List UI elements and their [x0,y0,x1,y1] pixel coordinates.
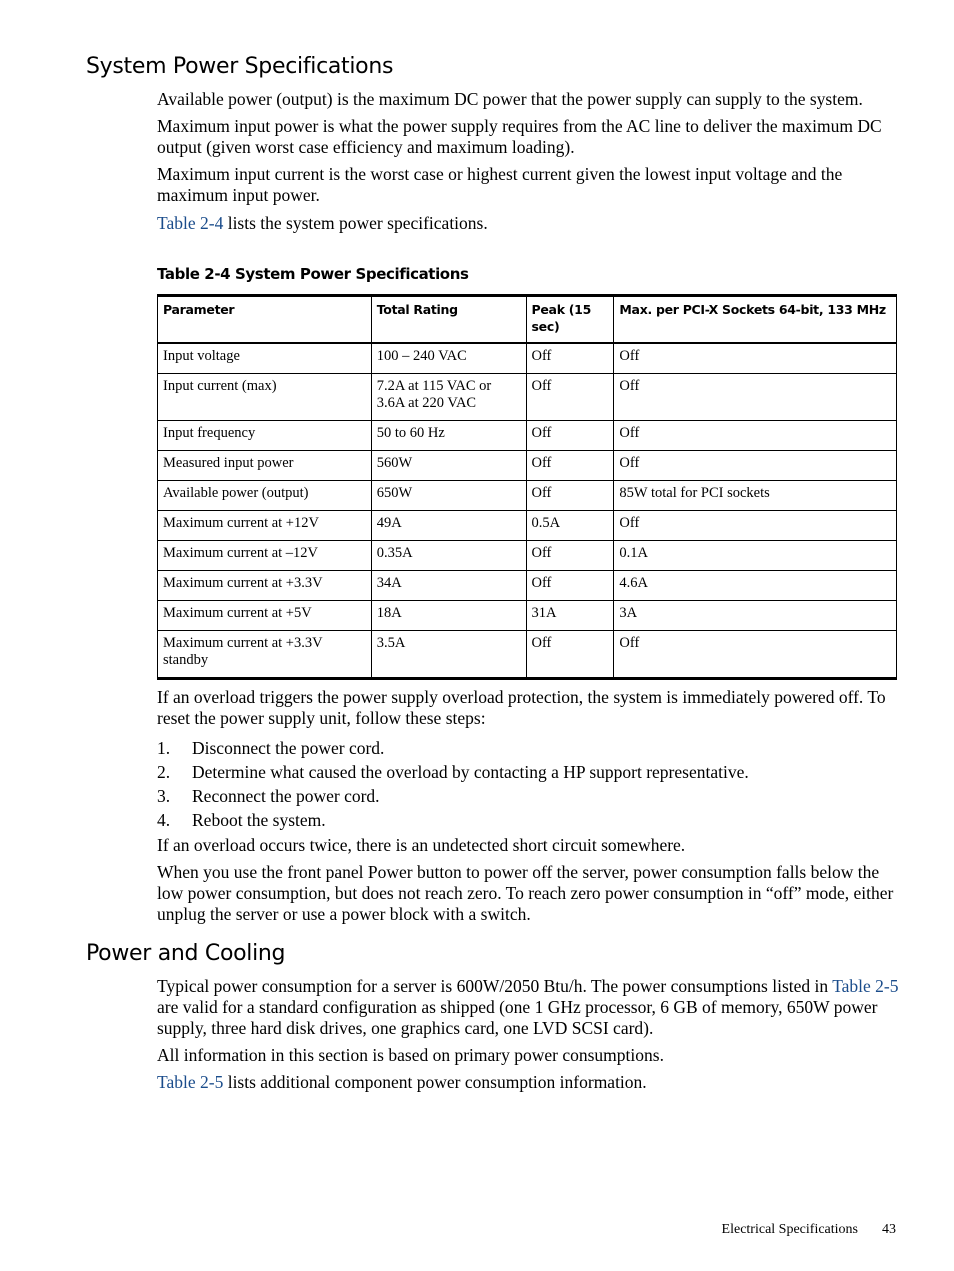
table-cell: 34A [371,571,526,601]
table-cell: Off [526,541,614,571]
table-cell: 31A [526,601,614,631]
header-total-rating: Total Rating [371,296,526,344]
table-cell: 0.35A [371,541,526,571]
list-item [157,736,749,760]
table-cell: Off [526,343,614,374]
list-item [157,784,749,808]
table-cell: Off [526,571,614,601]
page-number: 43 [882,1222,896,1237]
paragraph-overload-intro: If an overload triggers the power supply overload protection, the system is immediately powered off. To reset the power supply unit, follow these steps: [157,687,886,728]
step-number: 3. [157,786,171,806]
table-cell: Maximum current at –12V [158,541,372,571]
table-cell: Off [526,421,614,451]
table-cell: 49A [371,511,526,541]
table-2-5-link[interactable]: Table 2-5 [832,976,899,996]
table-row [158,421,897,451]
paragraph-primary-consumption: All information in this section is based on primary power consumptions. [157,1045,664,1065]
step-number: 1. [157,738,171,758]
table-cell: Off [614,343,897,374]
table-cell: Off [526,631,614,679]
table-cell: 3.5A [371,631,526,679]
table-ref-text: lists the system power specifications. [223,213,488,233]
table-cell: 0.5A [526,511,614,541]
reset-steps-list [157,736,749,832]
table-cell: Off [614,511,897,541]
table-cell: Measured input power [158,451,372,481]
list-item [157,760,749,784]
table-row [158,601,897,631]
paragraph-available-power: Available power (output) is the maximum DC power that the power supply can supply to the system. [157,89,863,109]
table-cell: Available power (output) [158,481,372,511]
table-cell: 7.2A at 115 VAC or 3.6A at 220 VAC [371,374,526,421]
table-cell: Off [614,421,897,451]
table-cell: 50 to 60 Hz [371,421,526,451]
table-ref-text: lists additional component power consumption information. [223,1072,647,1092]
power-spec-table [157,294,897,680]
table-cell: Off [614,374,897,421]
table-cell: Off [526,374,614,421]
table-cell: Maximum current at +5V [158,601,372,631]
table-row [158,541,897,571]
table-row [158,451,897,481]
footer-section-title: Electrical Specifications [721,1222,858,1237]
table-2-5-link[interactable]: Table 2-5 [157,1072,224,1092]
table-cell: Off [614,451,897,481]
table-cell: Maximum current at +3.3V standby [158,631,372,679]
paragraph-front-panel: When you use the front panel Power button to power off the server, power consumption falls below the low power consumption, but does not reach zero. To reach zero power consumption in “off” mode, either unplug the server or use a power block with a switch. [157,862,894,924]
step-text: Reboot the system. [192,810,326,830]
table-cell: Input voltage [158,343,372,374]
header-max-pci: Max. per PCI-X Sockets 64-bit, 133 MHz [614,296,897,344]
table-cell: 18A [371,601,526,631]
paragraph-overload-twice: If an overload occurs twice, there is an undetected short circuit somewhere. [157,835,686,855]
table-row [158,374,897,421]
table-cell: 100 – 240 VAC [371,343,526,374]
overload-intro [157,687,899,729]
table-cell: Off [526,481,614,511]
text-span: Typical power consumption for a server is 600W/2050 Btu/h. The power consumptions listed in [157,976,833,996]
header-parameter: Parameter [158,296,372,344]
paragraph-typical-consumption [157,976,899,1039]
paragraph-table-2-5-ref [157,1072,899,1093]
table-cell: 560W [371,451,526,481]
overload-notes [157,835,899,925]
table-row [158,631,897,679]
table-cell: Maximum current at +12V [158,511,372,541]
table-row [158,511,897,541]
power-cooling-body [157,976,899,1093]
step-number: 4. [157,810,171,830]
table-caption: Table 2-4 System Power Specifications [157,265,469,283]
page-footer [722,1222,896,1238]
paragraph-max-input-power: Maximum input power is what the power supply requires from the AC line to deliver the maximum DC output (given worst case efficiency and maximum loading). [157,116,882,157]
header-peak: Peak (15 sec) [526,296,614,344]
paragraph-max-input-current: Maximum input current is the worst case or highest current given the lowest input voltage and the maximum input power. [157,164,843,205]
table-cell: 650W [371,481,526,511]
table-cell: Off [614,631,897,679]
table-row [158,343,897,374]
paragraph-table-ref [157,213,899,234]
list-item [157,808,749,832]
section-heading-power-cooling: Power and Cooling [86,941,286,966]
table-cell: Input frequency [158,421,372,451]
table-header-row [158,296,897,344]
table-cell: 4.6A [614,571,897,601]
table-2-4-link[interactable]: Table 2-4 [157,213,224,233]
step-number: 2. [157,762,171,782]
table-cell: 3A [614,601,897,631]
table-row [158,481,897,511]
section-heading-system-power: System Power Specifications [86,54,394,79]
table-cell: Maximum current at +3.3V [158,571,372,601]
system-power-intro [157,89,899,234]
table-cell: 85W total for PCI sockets [614,481,897,511]
table-cell: Input current (max) [158,374,372,421]
step-text: Reconnect the power cord. [192,786,380,806]
step-text: Determine what caused the overload by contacting a HP support representative. [192,762,749,782]
table-cell: Off [526,451,614,481]
table-cell: 0.1A [614,541,897,571]
step-text: Disconnect the power cord. [192,738,385,758]
text-span: are valid for a standard configuration as shipped (one 1 GHz processor, 6 GB of memory, 650W power supply, three hard disk drives, one graphics card, one LVD SCSI card). [157,997,878,1038]
table-row [158,571,897,601]
